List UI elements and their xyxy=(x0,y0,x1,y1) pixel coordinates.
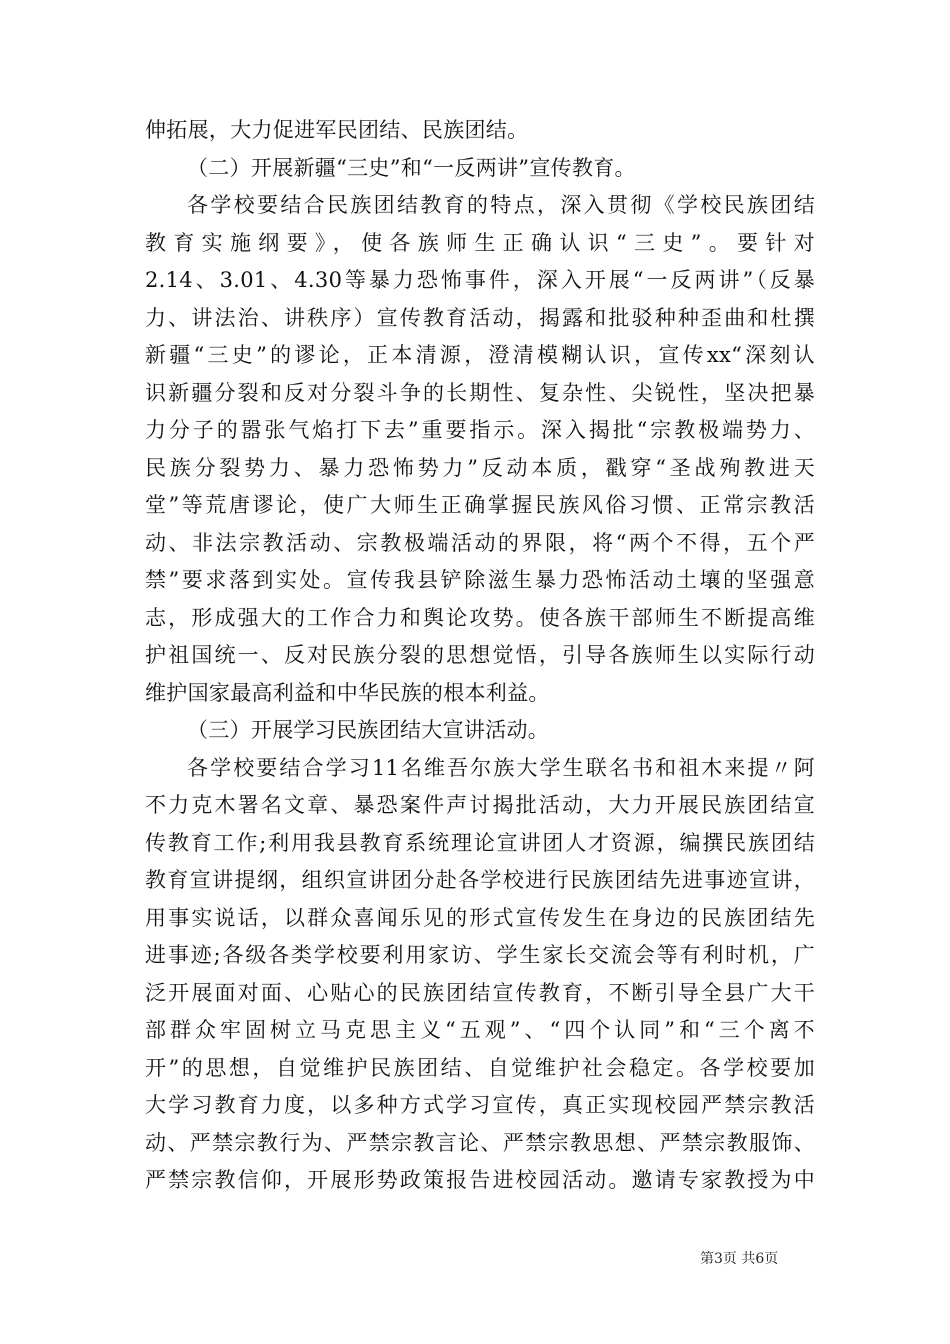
text-line: 严禁宗教信仰，开展形势政策报告进校园活动。邀请专家教授为中 xyxy=(145,1168,815,1192)
page-indicator: 第3页 共6页 xyxy=(700,1251,779,1267)
text-line: 教育宣讲提纲，组织宣讲团分赴各学校进行民族团结先进事迹宣讲， xyxy=(145,868,815,892)
text-line: 动、严禁宗教行为、严禁宗教言论、严禁宗教思想、严禁宗教服饰、 xyxy=(145,1130,815,1155)
text-line: 识新疆分裂和反对分裂斗争的长期性、复杂性、尖锐性，坚决把暴 xyxy=(145,380,815,405)
text-line: 新疆“三史”的谬论，正本清源，澄清模糊认识，宣传xx“深刻认 xyxy=(145,343,815,367)
text-line: 2.14、3.01、4.30等暴力恐怖事件，深入开展“一反两讲”（反暴 xyxy=(145,268,815,292)
text-line: 各学校要结合学习11名维吾尔族大学生联名书和祖木来提〃阿 xyxy=(187,755,815,780)
text-line: 教育实施纲要》，使各族师生正确认识“三史”。要针对 xyxy=(145,230,815,255)
text-line: 堂”等荒唐谬论，使广大师生正确掌握民族风俗习惯、正常宗教活 xyxy=(145,493,815,517)
text-line: 开”的思想，自觉维护民族团结、自觉维护社会稳定。各学校要加 xyxy=(145,1055,815,1080)
text-line: 传教育工作;利用我县教育系统理论宣讲团人才资源，编撰民族团结 xyxy=(145,830,815,855)
text-line: 力、讲法治、讲秩序）宣传教育活动，揭露和批驳种种歪曲和杜撰 xyxy=(145,305,815,330)
text-line: 力分子的嚣张气焰打下去”重要指示。深入揭批“宗教极端势力、 xyxy=(145,418,815,442)
text-line: 禁”要求落到实处。宣传我县铲除滋生暴力恐怖活动土壤的坚强意 xyxy=(145,568,815,592)
text-line: 用事实说话，以群众喜闻乐见的形式宣传发生在身边的民族团结先 xyxy=(145,905,815,930)
text-line: 泛开展面对面、心贴心的民族团结宣传教育，不断引导全县广大干 xyxy=(145,980,815,1005)
text-line: 大学习教育力度，以多种方式学习宣传，真正实现校园严禁宗教活 xyxy=(145,1093,815,1117)
text-line: 各学校要结合民族团结教育的特点，深入贯彻《学校民族团结 xyxy=(187,193,815,217)
text-line: 志，形成强大的工作合力和舆论攻势。使各族干部师生不断提高维 xyxy=(145,605,815,630)
text-line: 护祖国统一、反对民族分裂的思想觉悟，引导各族师生以实际行动 xyxy=(145,643,815,667)
document-body xyxy=(145,112,815,1200)
text-line: 维护国家最高利益和中华民族的根本利益。 xyxy=(145,680,550,705)
text-line: 不力克木署名文章、暴恐案件声讨揭批活动，大力开展民族团结宣 xyxy=(145,793,815,817)
text-line: 伸拓展，大力促进军民团结、民族团结。 xyxy=(145,118,529,142)
text-line: 动、非法宗教活动、宗教极端活动的界限，将“两个不得，五个严 xyxy=(145,530,815,555)
section-heading-3: （三）开展学习民族团结大宣讲活动。 xyxy=(187,718,550,742)
text-line: 进事迹;各级各类学校要利用家访、学生家长交流会等有利时机，广 xyxy=(145,943,815,967)
section-heading-2: （二）开展新疆“三史”和“一反两讲”宣传教育。 xyxy=(187,155,636,180)
text-line: 民族分裂势力、暴力恐怖势力”反动本质，戳穿“圣战殉教进天 xyxy=(145,455,815,480)
text-line: 部群众牢固树立马克思主义“五观”、“四个认同”和“三个离不 xyxy=(145,1018,815,1042)
